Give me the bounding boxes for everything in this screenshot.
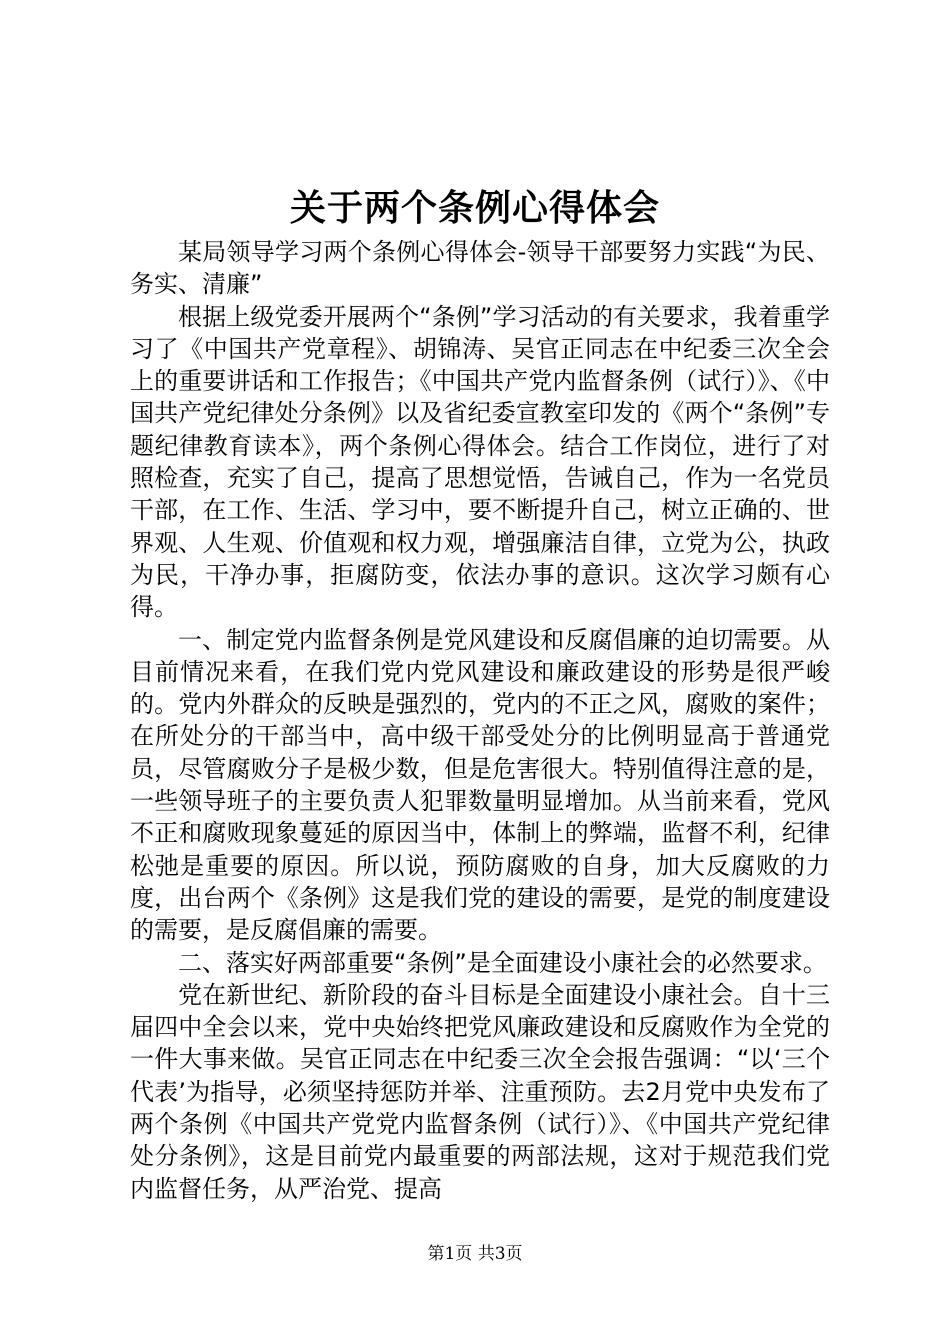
page-number-footer: 第1页 共3页: [427, 1244, 523, 1264]
document-title: 关于两个条例心得体会: [289, 187, 660, 229]
paragraph: 一、制定党内监督条例是党风建设和反腐倡廉的迫切需要。从目前情况来看，在我们党内党风建设和廉政建设的形势是很严峻的。党内外群众的反映是强烈的，党内的不正之风，腐败的案件；在所处分的干部当中，高中级干部受处分的比例明显高于普通党员，尽管腐败分子是极少数，但是危害很大。特别值得注意的是，一些领导班子的主要负责人犯罪数量明显增加。从当前来看，党风不正和腐败现象蔓延的原因当中，体制上的弊端，监督不利，纪律松弛是重要的原因。所以说，预防腐败的自身，加大反腐败的力度，出台两个《条例》这是我们党的建设的需要，是党的制度建设的需要，是反腐倡廉的需要。: [130, 625, 830, 945]
paragraph: 党在新世纪、新阶段的奋斗目标是全面建设小康社会。自十三届四中全会以来，党中央始终把党风廉政建设和反腐败作为全党的一件大事来做。吴官正同志在中纪委三次全会报告强调：“以‘三个代表’为指导，必须坚持惩防并举、注重预防。去2月党中央发布了两个条例《中国共产党党内监督条例（试行）》、《中国共产党纪律处分条例》，这是目前党内最重要的两部法规，这对于规范我们党内监督任务，从严治党、提高: [130, 980, 830, 1203]
document-body: [130, 236, 830, 1205]
paragraph: 二、落实好两部重要“条例”是全面建设小康社会的必然要求。: [178, 948, 827, 977]
paragraph: 根据上级党委开展两个“条例”学习活动的有关要求，我着重学习了《中国共产党章程》、胡锦涛、吴官正同志在中纪委三次全会上的重要讲话和工作报告；《中国共产党内监督条例（试行）》、《中国共产党纪律处分条例》以及省纪委宣教室印发的《两个“条例”专题纪律教育读本》，两个条例心得体会。结合工作岗位，进行了对照检查，充实了自己，提高了思想觉悟，告诫自己，作为一名党员干部，在工作、生活、学习中，要不断提升自己，树立正确的、世界观、人生观、价值观和权力观，增强廉洁自律，立党为公，执政为民，干净办事，拒腐防变，依法办事的意识。这次学习颇有心得。: [130, 302, 830, 622]
paragraph: 某局领导学习两个条例心得体会-领导干部要努力实践“为民、务实、清廉”: [130, 238, 830, 299]
